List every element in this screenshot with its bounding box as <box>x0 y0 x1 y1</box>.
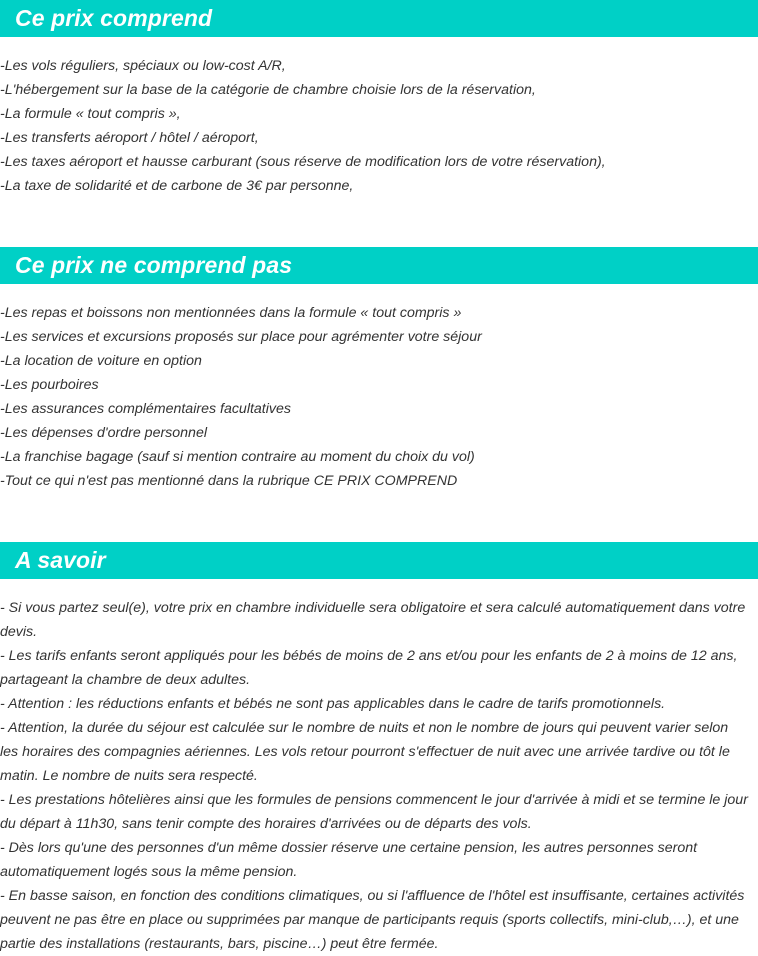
section-banner <box>0 0 758 37</box>
list-item: -Les pourboires <box>0 377 99 393</box>
excludes-list <box>0 301 482 493</box>
list-item: -Tout ce qui n'est pas mentionné dans la rubrique CE PRIX COMPREND <box>0 473 458 489</box>
info-paragraph: - Les tarifs enfants seront appliqués pour les bébés de moins de 2 ans et/ou pour les enfants de 2 à moins de 12 ans, partageant la chambre de deux adultes. <box>0 648 738 688</box>
info-paragraph: - Attention : les réductions enfants et bébés ne sont pas applicables dans le cadre de tarifs promotionnels. <box>0 696 666 712</box>
list-item: -Les repas et boissons non mentionnées dans la formule « tout compris » <box>0 305 462 321</box>
info-paragraphs <box>0 596 754 956</box>
section-title: A savoir <box>15 547 106 573</box>
list-item: -Les services et excursions proposés sur place pour agrémenter votre séjour <box>0 329 482 345</box>
section-price-excludes <box>0 247 758 489</box>
list-item: -La location de voiture en option <box>0 353 202 369</box>
list-item: -L'hébergement sur la base de la catégorie de chambre choisie lors de la réservation, <box>0 82 536 98</box>
section-price-includes <box>0 0 758 194</box>
list-item: -Les taxes aéroport et hausse carburant (sous réserve de modification lors de votre réservation), <box>0 154 606 170</box>
list-item: -La formule « tout compris », <box>0 106 181 122</box>
section-title: Ce prix ne comprend pas <box>15 252 293 278</box>
list-item: -La franchise bagage (sauf si mention contraire au moment du choix du vol) <box>0 449 475 465</box>
includes-list <box>0 54 606 198</box>
list-item: -Les vols réguliers, spéciaux ou low-cost A/R, <box>0 58 286 74</box>
info-paragraph: - Les prestations hôtelières ainsi que les formules de pensions commencent le jour d'arrivée à midi et se termine le jour du départ à 11h30, sans tenir compte des horaires d'arrivées ou de départs des vols. <box>0 792 748 832</box>
info-paragraph: - Si vous partez seul(e), votre prix en chambre individuelle sera obligatoire et sera calculé automatiquement dans votre devis. <box>0 600 746 640</box>
section-banner <box>0 247 758 284</box>
section-banner <box>0 542 758 579</box>
list-item: -Les dépenses d'ordre personnel <box>0 425 207 441</box>
info-paragraph: - Dès lors qu'une des personnes d'un même dossier réserve une certaine pension, les autres personnes seront automatiquement logés sous la même pension. <box>0 840 698 880</box>
section-good-to-know <box>0 542 758 952</box>
info-paragraph: - Attention, la durée du séjour est calculée sur le nombre de nuits et non le nombre de jours qui peuvent varier selon les horaires des compagnies aériennes. Les vols retour pourront s'effectuer de nuit avec une arrivée tardive ou tôt le matin. Le nombre de nuits sera respecté. <box>0 720 730 784</box>
list-item: -La taxe de solidarité et de carbone de 3€ par personne, <box>0 178 354 194</box>
list-item: -Les assurances complémentaires facultatives <box>0 401 291 417</box>
info-paragraph: - En basse saison, en fonction des conditions climatiques, ou si l'affluence de l'hôtel est insuffisante, certaines activités peuvent ne pas être en place ou supprimées par manque de participants requis (sports collectifs, mini-club,…), et une partie des installations (restaurants, bars, piscine…) peut être fermée. <box>0 888 745 952</box>
section-title: Ce prix comprend <box>15 5 213 31</box>
list-item: -Les transferts aéroport / hôtel / aéroport, <box>0 130 259 146</box>
